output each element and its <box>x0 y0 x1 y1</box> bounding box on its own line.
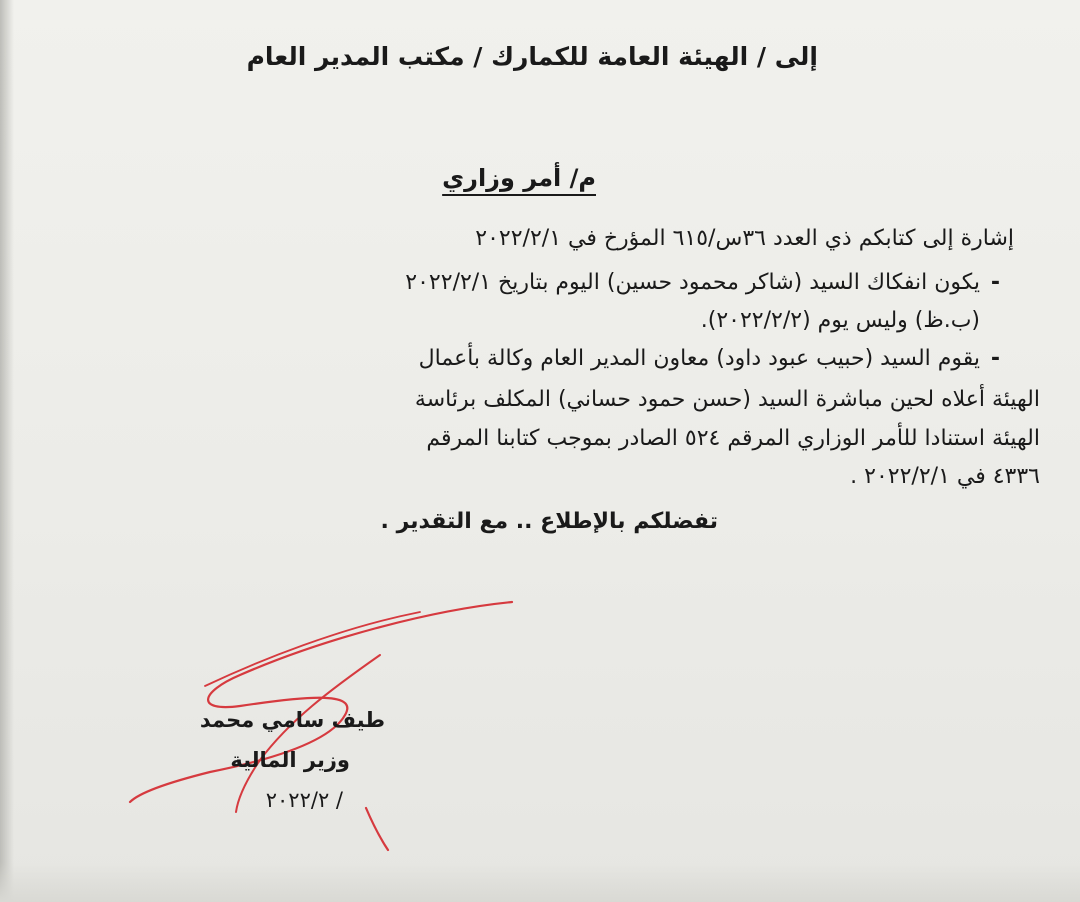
subject-line: م/ أمر وزاري <box>442 164 596 192</box>
bullet1-line1: يكون انفكاك السيد (شاكر محمود حسين) اليوم بتاريخ ٢٠٢٢/٢/١ <box>405 270 980 295</box>
signatory-title: وزير المالية <box>230 748 350 772</box>
bullet1-line2: (ب.ظ) وليس يوم (٢٠٢٢/٢/٢). <box>700 308 980 333</box>
bullet-marker: - <box>990 270 1000 295</box>
bullet2-line2: الهيئة أعلاه لحين مباشرة السيد (حسن حمود حساني) المكلف برئاسة <box>414 387 1040 412</box>
signature-stroke <box>205 612 420 686</box>
closing-line: تفضلكم بالإطلاع .. مع التقدير . <box>380 509 718 534</box>
intro-paragraph: إشارة إلى كتابكم ذي العدد ٣٦س/٦١٥ المؤرخ في ٢٠٢٢/٢/١ <box>475 226 1014 251</box>
bullet2-line3: الهيئة استنادا للأمر الوزاري المرقم ٥٢٤ الصادر بموجب كتابنا المرقم <box>426 426 1040 451</box>
bullet-marker: - <box>990 346 1000 371</box>
bullet2-line4: ٤٣٣٦ في ٢٠٢٢/٢/١ . <box>850 464 1040 489</box>
addressee-line: إلى / الهيئة العامة للكمارك / مكتب المدير العام <box>246 42 818 71</box>
signatory-name: طيف سامي محمد <box>199 708 385 732</box>
signature-stroke <box>130 602 512 802</box>
signature-date: / ٢٠٢٢/٢ <box>265 788 343 812</box>
bullet2-line1: يقوم السيد (حبيب عبود داود) معاون المدير العام وكالة بأعمال <box>418 346 980 371</box>
signature-stroke <box>366 808 388 850</box>
